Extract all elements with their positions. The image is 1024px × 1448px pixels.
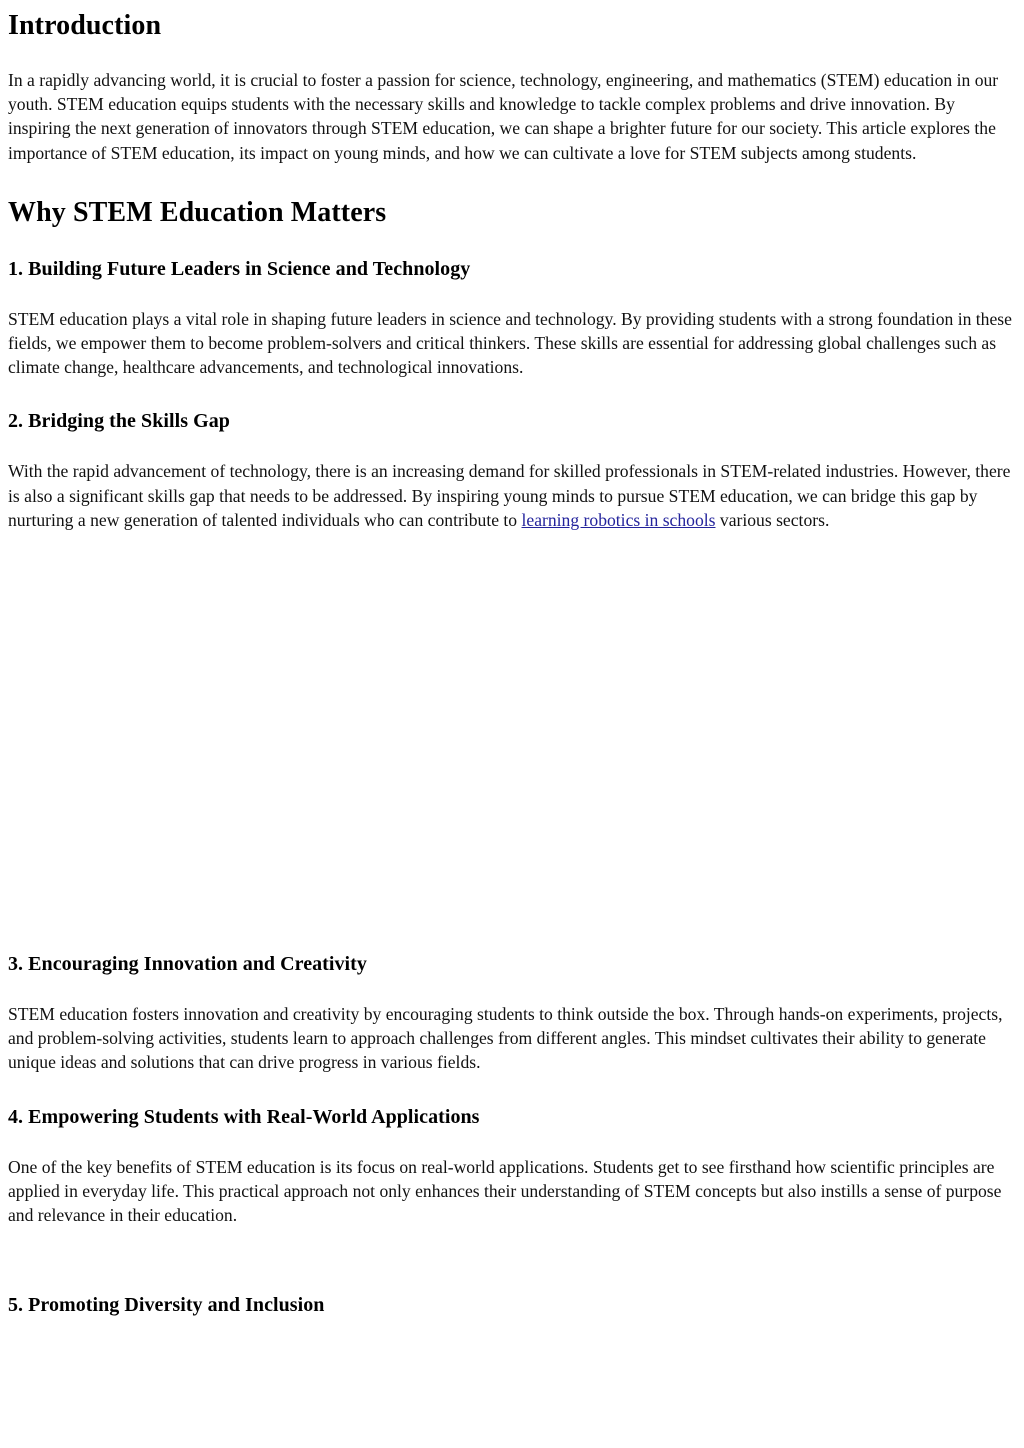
spacer xyxy=(8,1267,1016,1293)
paragraph-building-future-leaders: STEM education plays a vital role in shaping future leaders in science and technology. By providing students with a strong foundation in these fields, we empower them to become problem-solvers and critical thinkers. These skills are essential for addressing global challenges such as climate change, healthcare advancements, and technological innovations. xyxy=(8,308,1012,378)
paragraph-introduction: In a rapidly advancing world, it is crucial to foster a passion for science, technology, engineering, and mathematics (STEM) education in our youth. STEM education equips students with the necessary skills and knowledge to tackle complex problems and drive innovation. By inspiring the next generation of innovators through STEM education, we can shape a brighter future for our society. This article explores the importance of STEM education, its impact on young minds, and how we can cultivate a love for STEM subjects among students. xyxy=(8,70,999,163)
heading-promoting-diversity-and-inclusion: 5. Promoting Diversity and Inclusion xyxy=(8,1294,325,1317)
embedded-media-placeholder-1 xyxy=(8,532,1016,952)
heading-why-stem-education-matters: Why STEM Education Matters xyxy=(8,196,387,228)
spacer xyxy=(8,1129,1016,1155)
heading-bridging-the-skills-gap: 2. Bridging the Skills Gap xyxy=(8,410,230,433)
paragraph-encouraging-innovation-and-creativity: STEM education fosters innovation and creativity by encouraging students to think outside the box. Through hands-on experiments, projects, and problem-solving activities, students learn to approach challenges from different angles. This mindset cultivates their ability to generate unique ideas and solutions that can drive progress in various fields. xyxy=(8,1004,1003,1073)
paragraph-bridging-the-skills-gap xyxy=(8,459,1016,532)
paragraph-empowering-students-real-world: One of the key benefits of STEM education is its focus on real-world applications. Students get to see firsthand how scientific principles are applied in everyday life. This practical approach not only enhances their understanding of STEM concepts but also instills a sense of purpose and relevance in their education. xyxy=(8,1156,1002,1226)
spacer xyxy=(8,379,1016,409)
spacer xyxy=(8,229,1016,257)
spacer xyxy=(8,281,1016,307)
embedded-media-placeholder-2 xyxy=(8,1227,1016,1267)
spacer xyxy=(8,976,1016,1002)
heading-building-future-leaders: 1. Building Future Leaders in Science and Technology xyxy=(8,257,471,280)
paragraph-text-after-link: various sectors. xyxy=(715,509,830,530)
paragraph-text-before-link: With the rapid advancement of technology, there is an increasing demand for skilled professionals in STEM-related industries. However, there is also a significant skills gap that needs to be addressed. By inspiring young minds to pursue STEM education, we can bridge this gap by nurturing a new generation of talented individuals who can contribute to xyxy=(8,461,1011,530)
heading-empowering-students-real-world: 4. Empowering Students with Real-World Applications xyxy=(8,1105,480,1128)
heading-encouraging-innovation-and-creativity: 3. Encouraging Innovation and Creativity xyxy=(8,953,367,976)
spacer xyxy=(8,1075,1016,1105)
spacer xyxy=(8,165,1016,197)
spacer xyxy=(8,42,1016,68)
spacer xyxy=(8,433,1016,459)
link-learning-robotics-in-schools[interactable]: learning robotics in schools xyxy=(521,509,716,530)
heading-introduction: Introduction xyxy=(8,10,162,41)
